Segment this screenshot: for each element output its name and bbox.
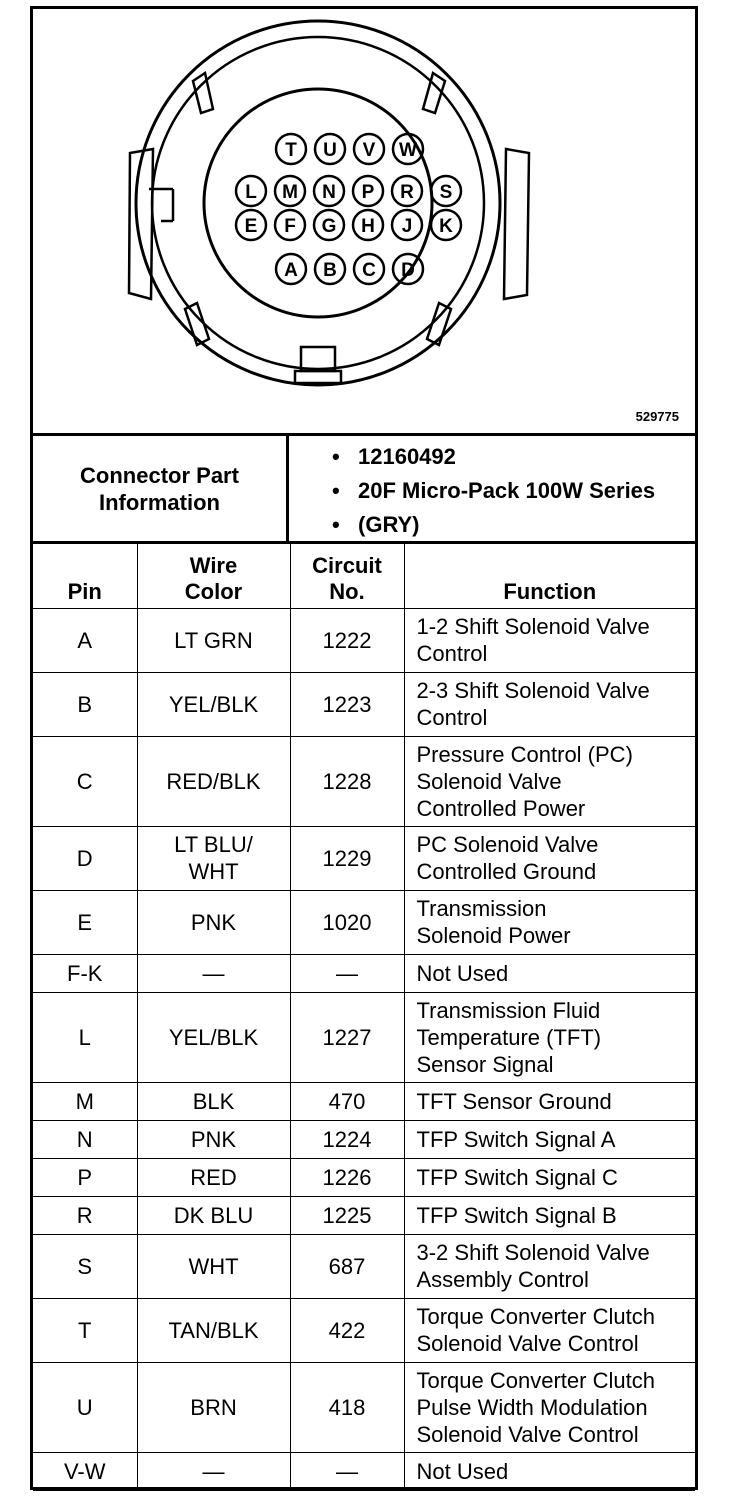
pin-cell: P	[33, 1158, 137, 1196]
pin-label: T	[285, 140, 297, 161]
figure-id: 529775	[635, 409, 679, 424]
table-row	[33, 826, 695, 890]
pin-label: V	[362, 140, 376, 161]
table-row	[33, 954, 695, 992]
pin-cell: F-K	[33, 954, 137, 992]
info-item-part-number: • 12160492	[292, 440, 695, 474]
circuit-cell: —	[290, 1452, 404, 1490]
pin-cell: C	[33, 736, 137, 826]
pin-label: J	[401, 216, 413, 237]
function-cell: PC Solenoid Valve Controlled Ground	[404, 826, 695, 890]
function-cell: Torque Converter Clutch Solenoid Valve Control	[404, 1298, 695, 1362]
wire-color-cell: BRN	[137, 1362, 290, 1452]
pin-label: C	[362, 260, 376, 281]
table-row	[33, 1234, 695, 1298]
pin-label: F	[284, 216, 296, 237]
pin-cell: S	[33, 1234, 137, 1298]
table-row	[33, 890, 695, 954]
pin-cell: N	[33, 1120, 137, 1158]
function-cell: 2-3 Shift Solenoid Valve Control	[404, 672, 695, 736]
wire-color-cell: —	[137, 954, 290, 992]
table-row	[33, 672, 695, 736]
table-row	[33, 1196, 695, 1234]
circuit-cell: 1229	[290, 826, 404, 890]
wire-color-cell: PNK	[137, 890, 290, 954]
connector-face-drawing	[33, 9, 695, 436]
pin-label: L	[245, 182, 257, 203]
wire-color-cell: LT GRN	[137, 608, 290, 672]
pin-label: G	[321, 216, 337, 237]
keying-base	[295, 371, 341, 383]
header-circuit-no: Circuit No.	[290, 544, 404, 608]
wire-color-cell: TAN/BLK	[137, 1298, 290, 1362]
circuit-cell: 1223	[290, 672, 404, 736]
pin-cell: M	[33, 1082, 137, 1120]
wire-color-cell: RED	[137, 1158, 290, 1196]
pin-label: N	[322, 182, 336, 203]
pin-label: S	[439, 182, 453, 203]
pin-cell: A	[33, 608, 137, 672]
latch-tab-right	[504, 149, 529, 299]
pin-label: H	[361, 216, 375, 237]
connector-sheet	[30, 6, 698, 1490]
circuit-cell: 418	[290, 1362, 404, 1452]
pinout-table	[33, 544, 695, 1491]
function-cell: 3-2 Shift Solenoid Valve Assembly Control	[404, 1234, 695, 1298]
table-row	[33, 608, 695, 672]
pin-cell: U	[33, 1362, 137, 1452]
pin-cell: T	[33, 1298, 137, 1362]
wire-color-cell: DK BLU	[137, 1196, 290, 1234]
circuit-cell: 1228	[290, 736, 404, 826]
function-cell: Transmission Solenoid Power	[404, 890, 695, 954]
function-cell: Torque Converter Clutch Pulse Width Modulation Solenoid Valve Control	[404, 1362, 695, 1452]
header-wire-color: Wire Color	[137, 544, 290, 608]
connector-face-figure	[33, 9, 695, 436]
function-cell: TFT Sensor Ground	[404, 1082, 695, 1120]
circuit-cell: 1225	[290, 1196, 404, 1234]
table-row	[33, 1082, 695, 1120]
table-row	[33, 1362, 695, 1452]
table-row	[33, 1298, 695, 1362]
info-label: Connector Part Information	[33, 436, 289, 541]
wire-color-cell: WHT	[137, 1234, 290, 1298]
notch-top-right	[423, 73, 445, 113]
function-cell: Not Used	[404, 1452, 695, 1490]
info-list	[292, 440, 695, 542]
circuit-cell: 470	[290, 1082, 404, 1120]
pin-label: B	[323, 260, 337, 281]
function-cell: TFP Switch Signal B	[404, 1196, 695, 1234]
pin-label: E	[244, 216, 258, 237]
circuit-cell: 1226	[290, 1158, 404, 1196]
pin-cell: V-W	[33, 1452, 137, 1490]
table-row	[33, 1120, 695, 1158]
circuit-cell: 687	[290, 1234, 404, 1298]
wire-color-cell: RED/BLK	[137, 736, 290, 826]
latch-tab-left	[129, 149, 153, 299]
pin-cell: B	[33, 672, 137, 736]
header-pin: Pin	[33, 544, 137, 608]
info-item-series: • 20F Micro-Pack 100W Series	[292, 474, 695, 508]
pin-label: U	[323, 140, 337, 161]
function-cell: TFP Switch Signal C	[404, 1158, 695, 1196]
pin-cell: D	[33, 826, 137, 890]
pin-label: R	[400, 182, 414, 203]
wire-color-cell: BLK	[137, 1082, 290, 1120]
info-item-color: • (GRY)	[292, 508, 695, 542]
table-row	[33, 1452, 695, 1490]
function-cell: Not Used	[404, 954, 695, 992]
table-row	[33, 1158, 695, 1196]
notch-top-left	[193, 73, 213, 113]
pin-label: A	[284, 260, 298, 281]
wire-color-cell: YEL/BLK	[137, 992, 290, 1082]
pin-cell: E	[33, 890, 137, 954]
pin-label: W	[399, 140, 417, 161]
function-cell: TFP Switch Signal A	[404, 1120, 695, 1158]
pin-label: P	[361, 182, 375, 203]
function-cell: Transmission Fluid Temperature (TFT) Sensor Signal	[404, 992, 695, 1082]
function-cell: 1-2 Shift Solenoid Valve Control	[404, 608, 695, 672]
circuit-cell: 1224	[290, 1120, 404, 1158]
pin-label: K	[439, 216, 453, 237]
circuit-cell: 422	[290, 1298, 404, 1362]
circuit-cell: —	[290, 954, 404, 992]
header-function: Function	[404, 544, 695, 608]
wire-color-cell: PNK	[137, 1120, 290, 1158]
pin-cell: R	[33, 1196, 137, 1234]
pin-cell: L	[33, 992, 137, 1082]
table-header-row	[33, 544, 695, 608]
connector-part-info	[33, 436, 695, 544]
table-row	[33, 992, 695, 1082]
pinout-rows	[33, 608, 695, 1490]
pin-label: M	[282, 182, 298, 203]
pin-label: D	[401, 260, 415, 281]
wire-color-cell: —	[137, 1452, 290, 1490]
function-cell: Pressure Control (PC) Solenoid Valve Controlled Power	[404, 736, 695, 826]
circuit-cell: 1227	[290, 992, 404, 1082]
circuit-cell: 1020	[290, 890, 404, 954]
circuit-cell: 1222	[290, 608, 404, 672]
wire-color-cell: LT BLU/ WHT	[137, 826, 290, 890]
table-row	[33, 736, 695, 826]
wire-color-cell: YEL/BLK	[137, 672, 290, 736]
housing-outer-ring	[136, 21, 500, 385]
